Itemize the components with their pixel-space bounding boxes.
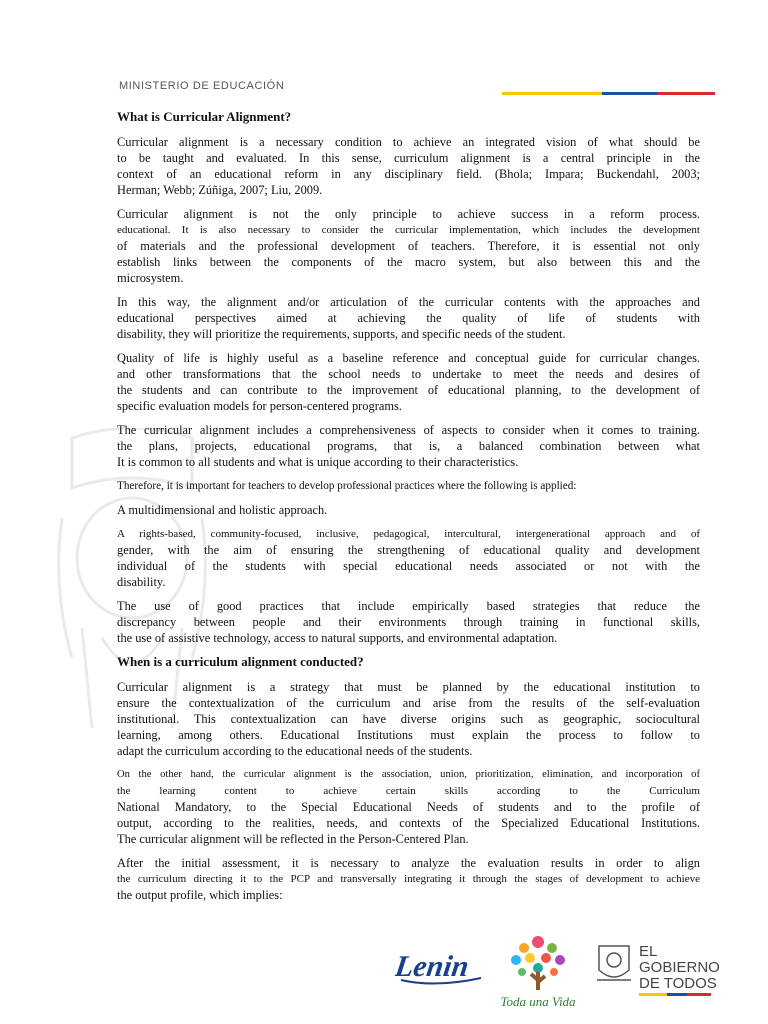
paragraph-line: establish links between the components of the macro system, but also between this and the: [117, 255, 700, 269]
paragraph-line: output, according to the realities, needs, and contexts of the Specialized Educational Institutions.: [117, 816, 700, 830]
paragraph-line: the students and can contribute to the improvement of educational planning, to the development of: [117, 383, 700, 397]
paragraph-line: Curricular alignment is a strategy that must be planned by the educational institution to: [117, 680, 700, 694]
paragraph-line: context of an educational reform in any disciplinary field. (Bhola; Impara; Buckendahl, 2003;: [117, 167, 700, 181]
paragraph: [117, 855, 700, 903]
paragraph-line: A multidimensional and holistic approach.: [117, 503, 328, 517]
paragraph-line: In this way, the alignment and/or articulation of the curricular contents with the approaches and: [117, 295, 700, 309]
paragraph-line: to be taught and evaluated. In this sense, curriculum alignment is a central principle in the: [117, 151, 700, 165]
paragraph-line: individual of the students with special educational needs associated or not with the: [117, 559, 700, 573]
paragraph-line: and other transformations that the school needs to undertake to meet the needs and desires of: [117, 367, 700, 381]
paragraph-line: the output profile, which implies:: [117, 888, 283, 902]
flag-yellow: [502, 92, 602, 95]
paragraph-line: Curricular alignment is a necessary condition to achieve an integrated vision of what should be: [117, 135, 700, 149]
paragraph-line: of materials and the professional development of teachers. Therefore, it is essential not only: [117, 239, 700, 253]
gobierno-line3: DE TODOS: [639, 975, 717, 992]
gobierno-line2: GOBIERNO: [639, 959, 720, 976]
paragraph-line: discrepancy between people and their environments through training in functional skills,: [117, 615, 700, 629]
paragraph-line: the use of assistive technology, access to natural supports, and environmental adaptation.: [117, 631, 558, 645]
paragraph: [117, 134, 700, 198]
paragraph-line: disability.: [117, 575, 166, 589]
shield-icon: [597, 946, 631, 980]
paragraph: [117, 502, 700, 518]
paragraph-line: A rights-based, community-focused, inclusive, pedagogical, intercultural, intergenerational approach and of: [117, 528, 700, 540]
paragraph-line: The curricular alignment will be reflected in the Person-Centered Plan.: [117, 832, 469, 846]
ministry-header: MINISTERIO DE EDUCACIÓN: [119, 80, 285, 92]
gobierno-logo: [595, 940, 720, 1000]
paragraph: [117, 294, 700, 342]
paragraph-line: After the initial assessment, it is necessary to analyze the evaluation results in order to align: [117, 856, 700, 870]
paragraph-line: ensure the contextualization of the curriculum and arise from the results of the self-evaluation: [117, 696, 700, 710]
paragraph: [117, 767, 700, 847]
document-body: [117, 109, 700, 911]
paragraph: [117, 526, 700, 590]
paragraph-line: Herman; Webb; Zúñiga, 2007; Liu, 2009.: [117, 183, 323, 197]
lenin-logo-text: Lenin: [395, 949, 472, 983]
section-heading: When is a curriculum alignment conducted?: [117, 654, 364, 669]
paragraph: [117, 350, 700, 414]
section-heading: What is Curricular Alignment?: [117, 109, 292, 124]
paragraph-line: the plans, projects, educational programs, that is, a balanced combination between what: [117, 439, 700, 453]
flag-color-bar: [502, 92, 715, 95]
paragraph-line: Therefore, it is important for teachers to develop professional practices where the following is applied:: [117, 480, 577, 492]
paragraph: [117, 679, 700, 759]
paragraph-line: microsystem.: [117, 271, 184, 285]
paragraph-line: educational perspectives aimed at achieving the quality of life of students with: [117, 311, 700, 325]
footer-logos: [395, 928, 725, 1018]
toda-una-vida-text: Toda una Vida: [500, 994, 576, 1009]
paragraph-line: adapt the curriculum according to the educational needs of the students.: [117, 744, 473, 758]
paragraph-line: the curriculum directing it to the PCP and transversally integrating it through the stages of development to achieve: [117, 873, 700, 885]
tree-icon: [511, 936, 565, 990]
flag-blue: [602, 92, 657, 95]
paragraph-line: institutional. This contextualization can have diverse origins such as geographic, sociocultural: [117, 712, 700, 726]
paragraph-line: The use of good practices that include empirically based strategies that reduce the: [117, 599, 700, 613]
paragraph: [117, 478, 700, 494]
paragraph-line: educational. It is also necessary to consider the curricular implementation, which includes the development: [117, 224, 700, 236]
toda-una-vida-logo: [498, 928, 578, 1018]
paragraph-line: specific evaluation models for person-centered programs.: [117, 399, 402, 413]
gobierno-line1: EL: [639, 943, 658, 960]
paragraph-line: learning, among others. Educational Institutions must explain the process to follow to: [117, 728, 700, 742]
paragraph: [117, 422, 700, 470]
paragraph-line: the learning content to achieve certain skills according to the Curriculum: [117, 785, 700, 797]
paragraph-line: National Mandatory, to the Special Educational Needs of students and to the profile of: [117, 800, 700, 814]
paragraph-line: Curricular alignment is not the only principle to achieve success in a reform process.: [117, 207, 700, 221]
paragraph-line: It is common to all students and what is unique according to their characteristics.: [117, 455, 519, 469]
paragraph-line: Quality of life is highly useful as a baseline reference and conceptual guide for curricular changes.: [117, 351, 700, 365]
paragraph-line: The curricular alignment includes a comprehensiveness of aspects to consider when it comes to training.: [117, 423, 700, 437]
lenin-logo: [395, 940, 487, 990]
paragraph-line: disability, they will prioritize the requirements, supports, and specific needs of the student.: [117, 327, 566, 341]
paragraph-line: gender, with the aim of ensuring the strengthening of educational quality and development: [117, 543, 700, 557]
paragraph-line: On the other hand, the curricular alignment is the association, union, prioritization, elimination, and incorporation of: [117, 769, 700, 780]
paragraph: [117, 206, 700, 286]
flag-red: [657, 92, 715, 95]
paragraph: [117, 598, 700, 646]
